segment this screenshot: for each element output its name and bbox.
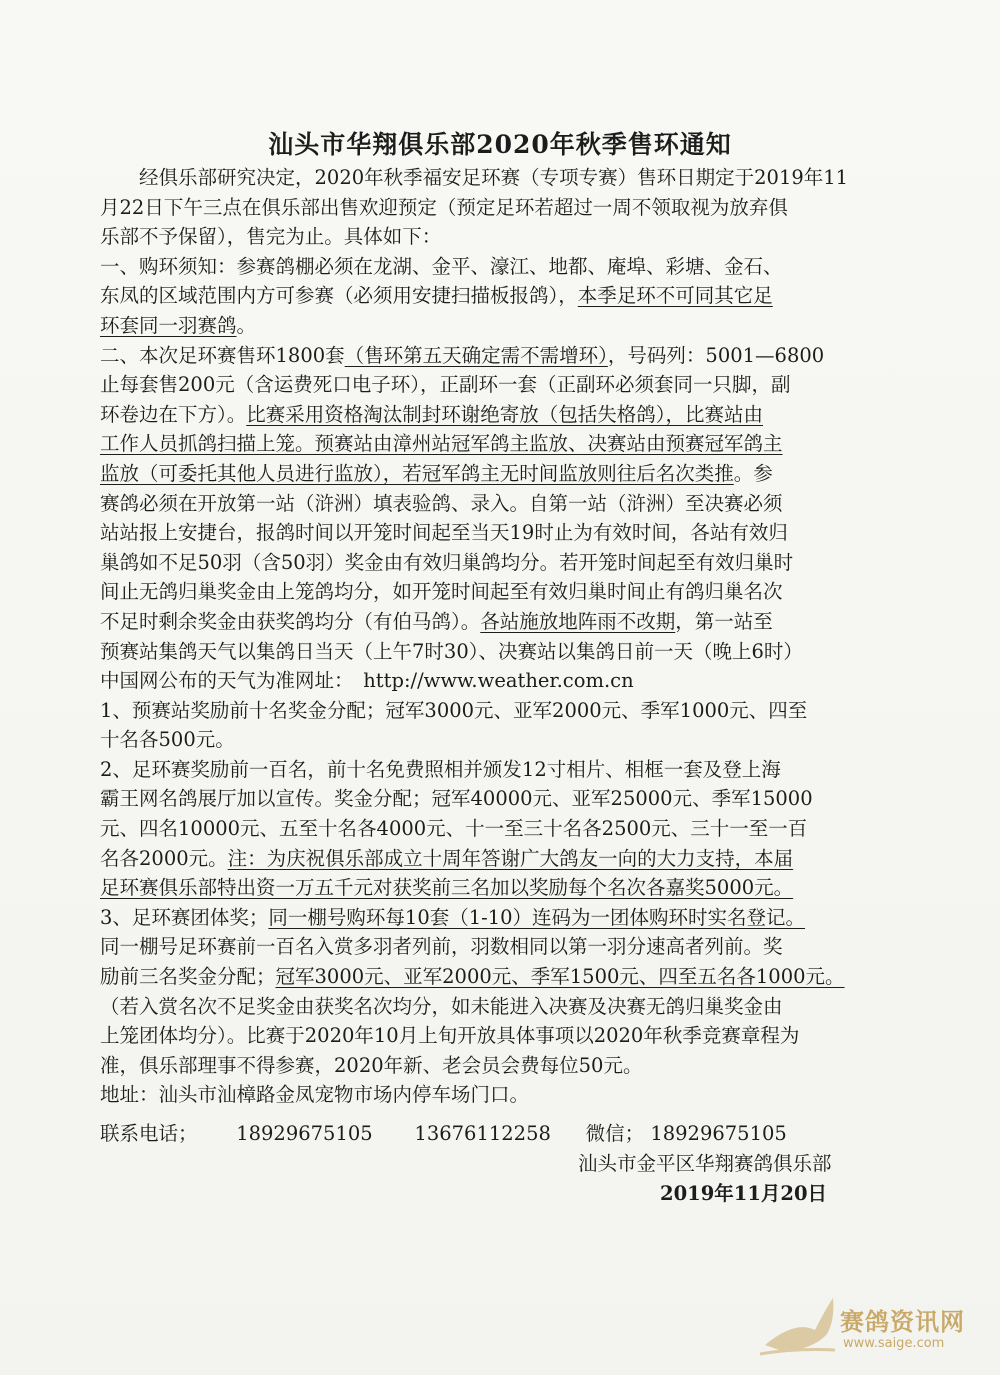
body-line: 乐部不予保留），售完为止。具体如下： — [100, 225, 442, 249]
wechat-label: 微信； — [585, 1122, 645, 1145]
watermark-site-name: 赛鸽资讯网 — [840, 1308, 965, 1336]
body-line: 赛鸽必须在开放第一站（浒洲）填表验鸽、录入。自第一站（浒洲）至决赛必须 — [100, 491, 783, 515]
body-line: 名各2000元。注：为庆祝俱乐部成立十周年答谢广大鸽友一向的大力支持，本届 — [100, 846, 794, 870]
body-line: 2、足环赛奖励前一百名，前十名免费照相并颁发12寸相片、相框一套及登上海 — [100, 757, 781, 781]
body-line: 月22日下午三点在俱乐部出售欢迎预定（预定足环若超过一周不领取视为放弃俱 — [100, 195, 788, 219]
body-line: 站站报上安捷台，报鸽时间以开笼时间起至当天19时止为有效时间，各站有效归 — [100, 521, 788, 545]
body-line: 经俱乐部研究决定，2020年秋季福安足环赛（专项专赛）售环日期定于2019年11 — [100, 166, 849, 189]
contact-label: 联系电话； — [100, 1122, 198, 1145]
body-line: 一、购环须知：参赛鸽棚必须在龙湖、金平、濠江、地都、庵埠、彩塘、金石、 — [100, 254, 783, 278]
body-line: 1、预赛站奖励前十名奖金分配；冠军3000元、亚军2000元、季军1000元、四至 — [100, 698, 808, 722]
wechat-number: 18929675105 — [650, 1122, 787, 1145]
signature-date: 2019年11月20日 — [660, 1182, 828, 1205]
body-line: 东凤的区域范围内方可参赛（必须用安捷扫描板报鸽），本季足环不可同其它足 — [100, 284, 773, 308]
body-line: 地址：汕头市汕樟路金凤宠物市场内停车场门口。 — [100, 1083, 530, 1107]
body-line: 励前三名奖金分配；冠军3000元、亚军2000元、季军1500元、四至五名各1000元。 — [100, 965, 845, 989]
body-line: 上笼团体均分）。比赛于2020年10月上旬开放具体事项以2020年秋季竞赛章程为 — [100, 1024, 800, 1048]
body-line: 3、足环赛团体奖；同一棚号购环每10套（1-10）连码为一团体购环时实名登记。 — [100, 905, 806, 929]
watermark-url: www.saige.com — [843, 1336, 945, 1351]
body-line: 二、本次足环赛售环1800套（售环第五天确定需不需增环），号码列：5001—6800 — [100, 343, 825, 367]
phone-number-2: 13676112258 — [414, 1122, 551, 1145]
body-line: 足环赛俱乐部特出资一万五千元对获奖前三名加以奖励每个名次各嘉奖5000元。 — [100, 876, 794, 900]
body-line: 中国网公布的天气为准网址： http://www.weather.com.cn — [100, 669, 634, 693]
body-line: 监放（可委托其他人员进行监放），若冠军鸽主无时间监放则往后名次类推。参 — [100, 461, 773, 485]
body-line: 霸王网名鸽展厅加以宣传。奖金分配；冠军40000元、亚军25000元、季军15000 — [100, 787, 813, 811]
body-line: 预赛站集鸽天气以集鸽日当天（上午7时30）、决赛站以集鸽日前一天（晚上6时） — [100, 639, 803, 663]
body-line: 元、四名10000元、五至十名各4000元、十一至三十名各2500元、三十一至一百 — [100, 817, 808, 841]
body-line: 准，俱乐部理事不得参赛，2020年新、老会员会费每位50元。 — [100, 1053, 643, 1077]
body-line: 环套同一羽赛鸽。 — [100, 313, 257, 337]
phone-number-1: 18929675105 — [236, 1122, 373, 1145]
body-line: 止每套售200元（含运费死口电子环），正副环一套（正副环必须套同一只脚，副 — [100, 373, 791, 397]
signature-organization: 汕头市金平区华翔赛鸽俱乐部 — [578, 1152, 832, 1175]
body-line: 同一棚号足环赛前一百名入赏多羽者列前，羽数相同以第一羽分速高者列前。奖 — [100, 935, 783, 959]
body-line: 工作人员抓鸽扫描上笼。预赛站由漳州站冠军鸽主监放、决赛站由预赛冠军鸽主 — [100, 432, 783, 456]
body-line: 环卷边在下方）。比赛采用资格淘汰制封环谢绝寄放（包括失格鸽），比赛站由 — [100, 402, 764, 426]
body-line: （若入赏名次不足奖金由获奖名次均分，如未能进入决赛及决赛无鸽归巢奖金由 — [100, 994, 783, 1018]
contact-row — [100, 1118, 860, 1146]
body-line: 十名各500元。 — [100, 728, 235, 752]
body-line: 巢鸽如不足50羽（含50羽）奖金由有效归巢鸽均分。若开笼时间起至有效归巢时 — [100, 550, 794, 574]
body-line: 不足时剩余奖金由获奖鸽均分（有伯马鸽）。各站施放地阵雨不改期，第一站至 — [100, 609, 773, 633]
notice-body — [100, 163, 900, 1110]
notice-title: 汕头市华翔俱乐部2020年秋季售环通知 — [268, 130, 732, 159]
body-line: 间止无鸽归巢奖金由上笼鸽均分，如开笼时间起至有效归巢时间止有鸽归巢名次 — [100, 580, 783, 604]
